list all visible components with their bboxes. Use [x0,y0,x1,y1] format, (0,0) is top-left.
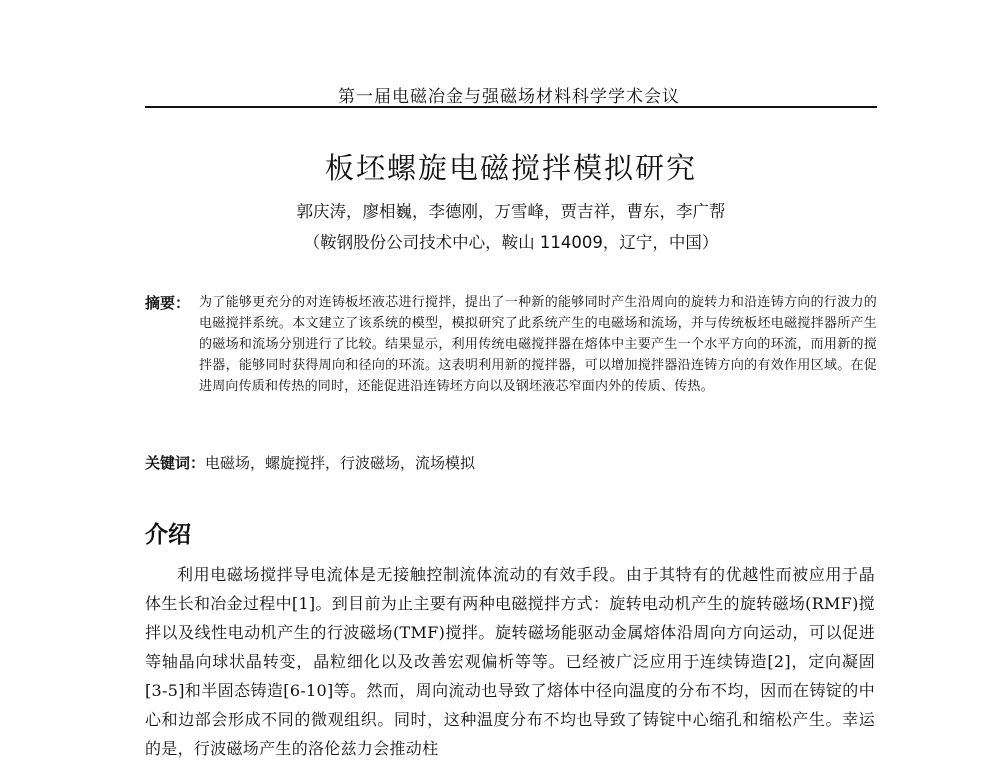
abstract-label: 摘要： [145,294,191,312]
introduction-paragraph: 利用电磁场搅拌导电流体是无接触控制流体流动的有效手段。由于其特有的优越性而被应用于晶体生长和冶金过程中[1]。到目前为止主要有两种电磁搅拌方式：旋转电动机产生的旋转磁场(RMF)搅拌以及线性电动机产生的行波磁场(TMF)搅拌。旋转磁场能驱动金属熔体沿周向方向运动，可以促进等轴晶向球状晶转变，晶粒细化以及改善宏观偏析等等。已经被广泛应用于连续铸造[2]，定向凝固[3-5]和半固态铸造[6-10]等。然而，周向流动也导致了熔体中径向温度的分布不均，因而在铸锭的中心和边部会形成不同的微观组织。同时，这种温度分布不均也导致了铸锭中心缩孔和缩松产生。幸运的是，行波磁场产生的洛伦兹力会推动柱 [145,565,875,758]
conference-header: 第一届电磁冶金与强磁场材料科学学术会议 [338,87,680,107]
header-rule [145,106,877,108]
author-list: 郭庆涛，廖相巍，李德刚，万雪峰，贾吉祥，曹东，李广帮 [296,202,726,221]
abstract-block [145,292,877,397]
abstract-text: 为了能够更充分的对连铸板坯液芯进行搅拌，提出了一种新的能够同时产生沿周向的旋转力和沿连铸方向的行波力的电磁搅拌系统。本文建立了该系统的模型，模拟研究了此系统产生的电磁场和流场，并与传统板坯电磁搅拌器所产生的磁场和流场分别进行了比较。结果显示，利用传统电磁搅拌器在熔体中主要产生一个水平方向的环流，而用新的搅拌器，能够同时获得周向和径向的环流。这表明利用新的搅拌器，可以增加搅拌器沿连铸方向的有效作用区域。在促进周向传质和传热的同时，还能促进沿连铸坯方向以及钢坯液芯窄面内外的传质、传热。 [199,295,877,394]
keywords-label: 关键词： [145,454,206,472]
keywords-text: 电磁场，螺旋搅拌，行波磁场，流场模拟 [205,454,476,472]
paper-title: 板坯螺旋电磁搅拌模拟研究 [324,151,697,185]
section-heading-introduction: 介绍 [145,522,191,548]
affiliation: （鞍钢股份公司技术中心，鞍山 114009，辽宁，中国） [303,233,719,252]
keywords-line [145,452,877,473]
